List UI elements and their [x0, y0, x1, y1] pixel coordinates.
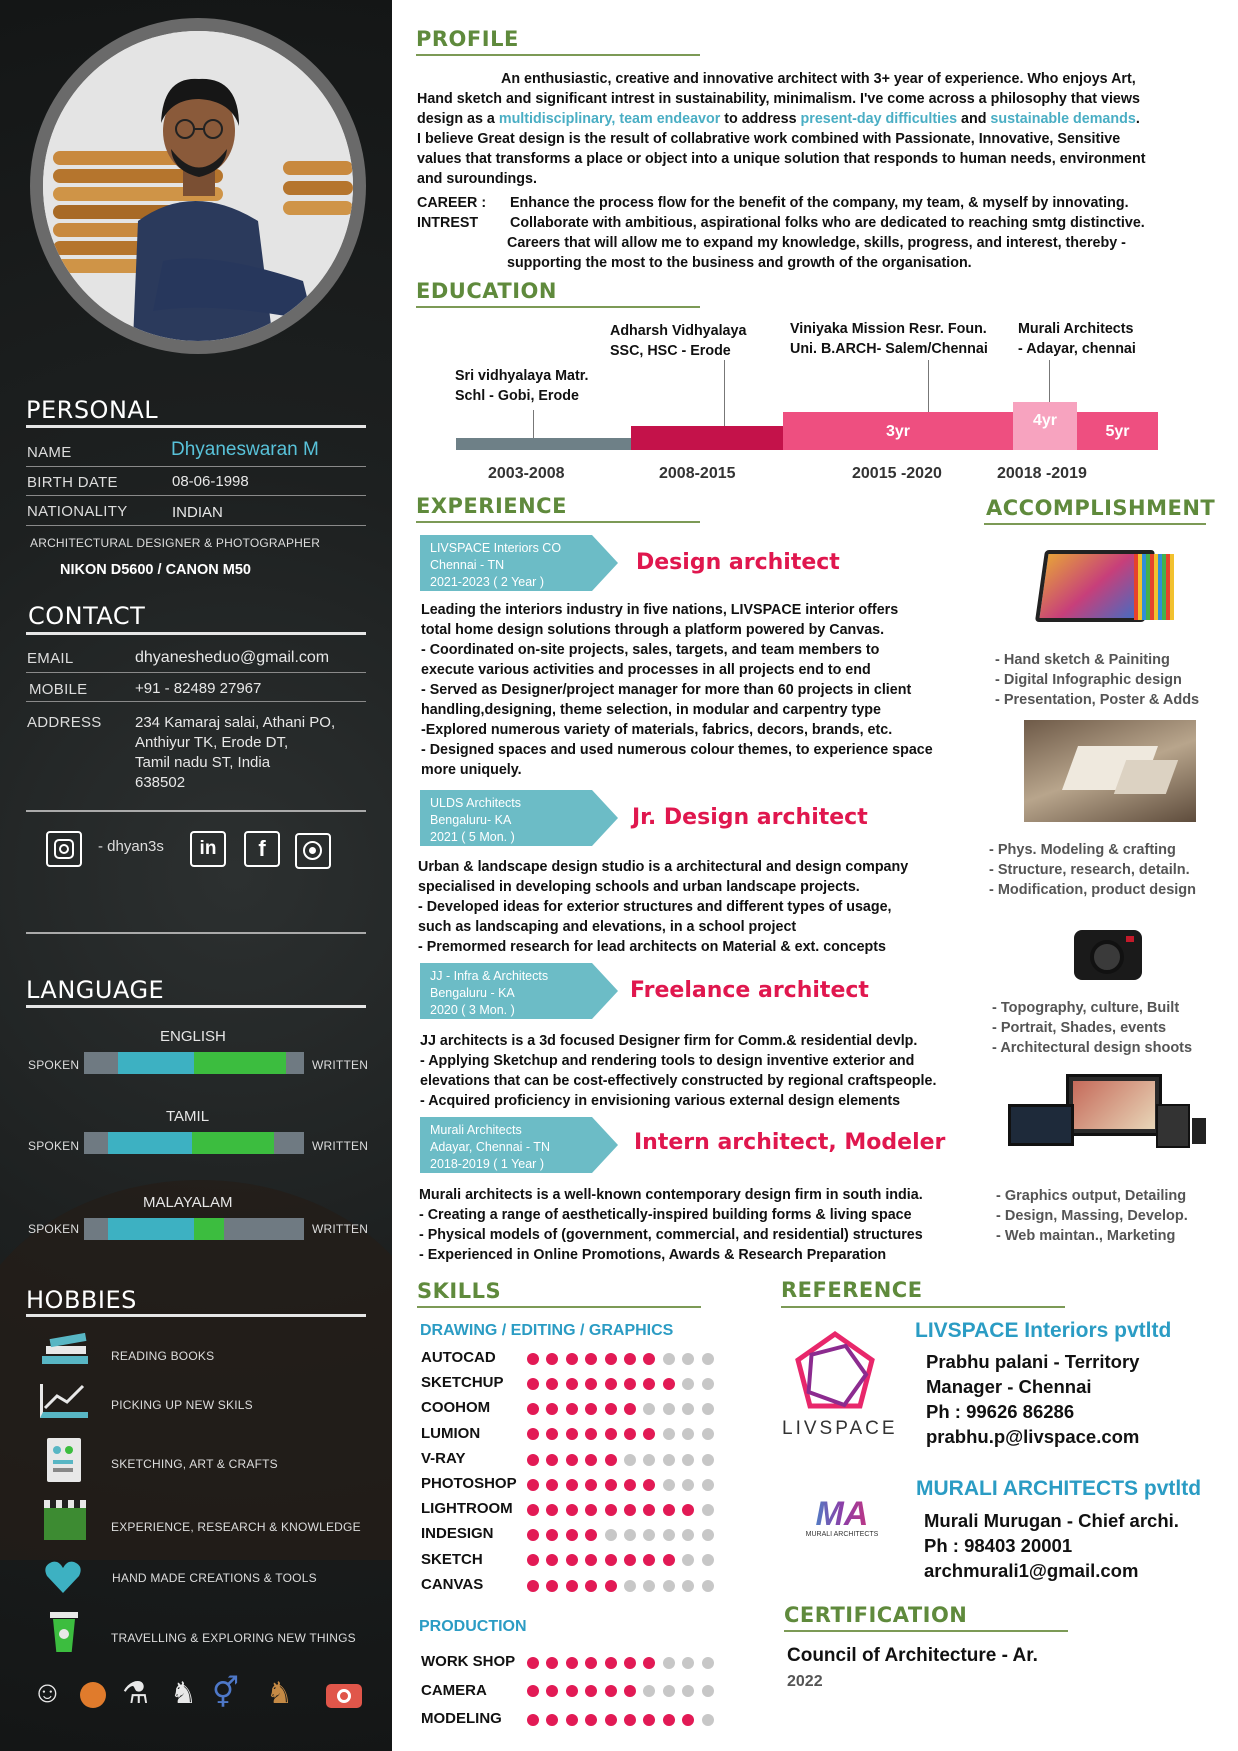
- skill-dot: [643, 1353, 655, 1365]
- skill-dot: [546, 1580, 558, 1592]
- skill-dot: [566, 1353, 578, 1365]
- skill-dot: [624, 1353, 636, 1365]
- spoken-label: SPOKEN: [28, 1058, 80, 1072]
- english-level-bar: [84, 1052, 304, 1074]
- job-role-4: Intern architect, Modeler: [634, 1130, 946, 1155]
- cup-icon: [50, 1612, 78, 1652]
- skill-dot: [605, 1554, 617, 1566]
- camera-photo-image: [1066, 918, 1146, 988]
- skill-dot: [702, 1428, 714, 1440]
- skill-dot: [527, 1529, 539, 1541]
- hobby-label: READING BOOKS: [111, 1349, 215, 1363]
- year-label: 20018 -2019: [997, 465, 1087, 482]
- skills-heading: SKILLS: [417, 1279, 502, 1303]
- email-label: EMAIL: [27, 650, 74, 667]
- skill-dot: [682, 1685, 694, 1697]
- skill-dot: [585, 1378, 597, 1390]
- written-label: WRITTEN: [312, 1058, 369, 1072]
- certification-year: 2022: [787, 1673, 823, 1690]
- skill-dot: [624, 1529, 636, 1541]
- skill-dot: [585, 1479, 597, 1491]
- skill-rating: [527, 1400, 721, 1418]
- skill-label: LIGHTROOM: [421, 1500, 513, 1518]
- skill-dot: [663, 1353, 675, 1365]
- section-divider: [784, 1630, 1068, 1632]
- instagram-icon[interactable]: [46, 831, 82, 867]
- skill-label: SKETCH: [421, 1550, 483, 1568]
- year-label: 2003-2008: [488, 465, 565, 482]
- reference-contact-2: Murali Murugan - Chief archi. Ph : 98403 20001 archmurali1@gmail.com: [924, 1510, 1179, 1581]
- skill-dot: [643, 1454, 655, 1466]
- year-label: 20015 -2020: [852, 465, 942, 482]
- skill-dot: [605, 1353, 617, 1365]
- chart-up-icon: [40, 1384, 88, 1418]
- written-label: WRITTEN: [312, 1139, 369, 1153]
- job-tag-3: JJ - Infra & Architects Bengaluru - KA 2020 ( 3 Mon. ): [420, 963, 592, 1019]
- skill-dot: [605, 1378, 617, 1390]
- contact-divider: [26, 632, 366, 635]
- career-text: Enhance the process flow for the benefit of the company, my team, & myself by innovating. Collaborate with ambitious, aspirational folks who are dedicated to reaching smtg distinctive. Careers that will allow me to expand my knowledge, skills, progress, and interest, thereby - supporting the most to the business and growth of the organisation.: [507, 195, 1145, 271]
- skill-dot: [702, 1479, 714, 1491]
- role-text: ARCHITECTURAL DESIGNER & PHOTOGRAPHER: [30, 536, 321, 550]
- personal-heading: PERSONAL: [26, 396, 159, 424]
- basketball-icon: [80, 1682, 106, 1708]
- skill-rating: [527, 1552, 721, 1570]
- spoken-label: SPOKEN: [28, 1139, 80, 1153]
- tablet-art-image: [1030, 540, 1180, 640]
- skill-dot: [624, 1378, 636, 1390]
- skill-dot: [527, 1403, 539, 1415]
- skill-dot: [585, 1353, 597, 1365]
- skill-dot: [585, 1529, 597, 1541]
- skill-dot: [663, 1403, 675, 1415]
- education-heading: EDUCATION: [416, 279, 557, 303]
- birthdate-value: 08-06-1998: [172, 473, 249, 490]
- section-divider: [416, 306, 700, 308]
- hobby-label: PICKING UP NEW SKILS: [111, 1398, 253, 1412]
- skill-dot: [605, 1454, 617, 1466]
- profile-photo: [30, 18, 366, 354]
- skill-dot: [682, 1479, 694, 1491]
- skill-dot: [566, 1554, 578, 1566]
- camera-hobby-icon: [326, 1684, 362, 1708]
- hobby-label: EXPERIENCE, RESEARCH & KNOWLEDGE: [111, 1520, 361, 1534]
- skill-dot: [585, 1428, 597, 1440]
- skill-dot: [682, 1580, 694, 1592]
- skill-dot: [682, 1657, 694, 1669]
- job-tag-1: LIVSPACE Interiors CO Chennai - TN 2021-2023 ( 2 Year ): [420, 535, 592, 591]
- language-heading: LANGUAGE: [26, 976, 165, 1004]
- certification-name: Council of Architecture - Ar.: [787, 1645, 1038, 1666]
- skill-rating: [527, 1526, 721, 1544]
- skill-dot: [585, 1657, 597, 1669]
- timeline-bar-barch: 3yr: [783, 412, 1013, 450]
- timeline-bar-final: 5yr: [1077, 412, 1158, 450]
- skills-subheading-production: PRODUCTION: [419, 1618, 527, 1635]
- skill-dot: [663, 1378, 675, 1390]
- skill-rating: [527, 1426, 721, 1444]
- timeline-tick: [928, 360, 929, 412]
- reference-heading: REFERENCE: [781, 1278, 923, 1302]
- skill-dot: [585, 1403, 597, 1415]
- skill-dot: [702, 1657, 714, 1669]
- skill-dot: [663, 1529, 675, 1541]
- skill-dot: [546, 1428, 558, 1440]
- section-divider: [417, 1306, 701, 1308]
- hobby-label: SKETCHING, ART & CRAFTS: [111, 1457, 278, 1471]
- skill-dot: [624, 1580, 636, 1592]
- skill-dot: [527, 1554, 539, 1566]
- school-4: Murali Architects - Adayar, chennai: [1018, 321, 1136, 357]
- skill-dot: [566, 1403, 578, 1415]
- skill-dot: [682, 1403, 694, 1415]
- profile-heading: PROFILE: [416, 27, 519, 51]
- sidebar: [0, 0, 392, 1751]
- section-divider: [416, 54, 700, 56]
- skill-rating: [527, 1476, 721, 1494]
- accomplishment-heading: ACCOMPLISHMENT: [986, 496, 1216, 520]
- skill-dot: [527, 1428, 539, 1440]
- skill-dot: [585, 1454, 597, 1466]
- experience-heading: EXPERIENCE: [416, 494, 567, 518]
- skill-dot: [624, 1504, 636, 1516]
- skill-dot: [605, 1479, 617, 1491]
- divider: [26, 525, 366, 526]
- timeline-tick: [1049, 360, 1050, 402]
- books-icon: [42, 1334, 92, 1370]
- section-divider: [781, 1306, 1065, 1308]
- skill-dot: [546, 1378, 558, 1390]
- career-label: CAREER :: [417, 195, 487, 211]
- skill-dot: [527, 1685, 539, 1697]
- divider: [26, 932, 366, 934]
- skill-dot: [643, 1479, 655, 1491]
- skill-dot: [605, 1403, 617, 1415]
- skill-dot: [624, 1554, 636, 1566]
- bike-icon: ⚥: [212, 1677, 240, 1710]
- skill-dot: [566, 1454, 578, 1466]
- camera-text: NIKON D5600 / CANON M50: [60, 562, 251, 578]
- name-label: NAME: [27, 444, 72, 461]
- language-divider: [26, 1005, 366, 1008]
- skill-dot: [663, 1685, 675, 1697]
- skill-label: CAMERA: [421, 1681, 487, 1699]
- mobile-label: MOBILE: [29, 681, 88, 698]
- skill-dot: [682, 1529, 694, 1541]
- hobbies-heading: HOBBIES: [26, 1286, 137, 1314]
- skill-dot: [546, 1454, 558, 1466]
- skill-dot: [682, 1554, 694, 1566]
- skill-dot: [605, 1714, 617, 1726]
- skill-dot: [527, 1580, 539, 1592]
- job-tag-2: ULDS Architects Bengaluru- KA 2021 ( 5 Mon. ): [420, 790, 592, 846]
- skill-label: V-RAY: [421, 1449, 466, 1467]
- skill-dot: [527, 1454, 539, 1466]
- skill-dot: [624, 1657, 636, 1669]
- contact-heading: CONTACT: [28, 602, 146, 630]
- malayalam-level-bar: [84, 1218, 304, 1240]
- skill-dot: [527, 1714, 539, 1726]
- skill-dot: [585, 1714, 597, 1726]
- divider: [26, 495, 366, 496]
- skill-label: MODELING: [421, 1710, 502, 1727]
- skill-dot: [566, 1378, 578, 1390]
- divider: [26, 810, 366, 812]
- mobile-value[interactable]: +91 - 82489 27967: [135, 680, 262, 697]
- divider: [26, 701, 366, 702]
- devices-image: [1008, 1074, 1208, 1154]
- skill-dot: [702, 1353, 714, 1365]
- skill-rating: [527, 1577, 721, 1595]
- sketch-paper-icon: [47, 1438, 81, 1482]
- skill-dot: [605, 1657, 617, 1669]
- skill-dot: [585, 1685, 597, 1697]
- skill-dot: [546, 1685, 558, 1697]
- skill-rating: [527, 1654, 721, 1672]
- skill-dot: [605, 1504, 617, 1516]
- skill-dot: [643, 1378, 655, 1390]
- skill-dot: [546, 1529, 558, 1541]
- personal-divider: [26, 425, 366, 428]
- school-1: Sri vidhyalaya Matr. Schl - Gobi, Erode: [455, 368, 589, 404]
- skill-dot: [624, 1454, 636, 1466]
- linkedin-icon[interactable]: in: [190, 831, 226, 867]
- skill-dot: [566, 1685, 578, 1697]
- clapperboard-icon: [44, 1506, 86, 1540]
- school-3: Viniyaka Mission Resr. Foun. Uni. B.ARCH- Salem/Chennai: [790, 321, 988, 357]
- written-label: WRITTEN: [312, 1222, 369, 1236]
- skill-dot: [682, 1504, 694, 1516]
- skill-dot: [643, 1504, 655, 1516]
- horse-ride-icon: ♞: [266, 1677, 293, 1710]
- skill-dot: [605, 1580, 617, 1592]
- skill-dot: [605, 1685, 617, 1697]
- hobby-label: TRAVELLING & EXPLORING NEW THINGS: [111, 1631, 356, 1645]
- skill-rating: [527, 1350, 721, 1368]
- job-desc-4: Murali architects is a well-known contemporary design firm in south india. - Creating a range of aesthetically-inspired building forms & living space - Physical models of (government, commercial, and residential) structures - Experienced in Online Promotions, Awards & Research Preparation: [419, 1187, 923, 1263]
- skill-dot: [566, 1479, 578, 1491]
- skill-dot: [702, 1378, 714, 1390]
- skill-rating: [527, 1683, 721, 1701]
- reference-contact-1: Prabhu palani - Territory Manager - Chennai Ph : 99626 86286 prabhu.p@livspace.com: [926, 1351, 1140, 1447]
- skill-dot: [566, 1580, 578, 1592]
- hobby-label: HAND MADE CREATIONS & TOOLS: [112, 1571, 317, 1585]
- skill-dot: [624, 1479, 636, 1491]
- skill-dot: [702, 1504, 714, 1516]
- skills-subheading-drawing: DRAWING / EDITING / GRAPHICS: [420, 1322, 674, 1339]
- tamil-level-bar: [84, 1132, 304, 1154]
- skill-dot: [663, 1504, 675, 1516]
- skill-dot: [702, 1580, 714, 1592]
- job-role-1: Design architect: [636, 550, 840, 575]
- skill-dot: [682, 1454, 694, 1466]
- skill-dot: [624, 1403, 636, 1415]
- murali-logo-icon: MA MURALI ARCHITECTS: [797, 1497, 887, 1541]
- skill-dot: [585, 1554, 597, 1566]
- skill-dot: [682, 1353, 694, 1365]
- skill-dot: [546, 1554, 558, 1566]
- skill-dot: [663, 1657, 675, 1669]
- model-photo-image: [1024, 720, 1196, 822]
- section-divider: [984, 523, 1206, 525]
- camera-social-icon[interactable]: [295, 833, 331, 869]
- livspace-logo-text: LIVSPACE: [782, 1418, 898, 1439]
- heart-icon: [44, 1558, 82, 1596]
- skill-dot: [643, 1529, 655, 1541]
- skill-dot: [566, 1428, 578, 1440]
- job-desc-1: Leading the interiors industry in five nations, LIVSPACE interior offers total home design solutions through a platform powered by Canvas. - Coordinated on-site projects, sales, targets, and team members to execute various activities and processes in all projects end to end - Served as Designer/project manager for more than 60 projects in client handling,designing, theme selection, in modular and carpentry type -Explored numerous variety of materials, fabrics, decors, brands, etc. - Designed spaces and used numerous colour themes, to experience space more uniquely.: [421, 602, 933, 778]
- skill-dot: [702, 1685, 714, 1697]
- skill-label: AUTOCAD: [421, 1349, 496, 1366]
- timeline-bar-school: [456, 438, 631, 450]
- interest-label: INTREST: [417, 215, 479, 231]
- skill-dot: [546, 1504, 558, 1516]
- yoga-icon: ☺: [32, 1676, 63, 1709]
- reference-company-2: MURALI ARCHITECTS pvtltd: [916, 1477, 1202, 1500]
- skill-dot: [643, 1580, 655, 1592]
- job-role-3: Freelance architect: [630, 978, 869, 1003]
- job-desc-3: JJ architects is a 3d focused Designer firm for Comm.& residential devlp. - Applying Sketchup and rendering tools to design inventive exterior and elevations that can be cost-effectively constructed by regional craftspeople. - Acquired proficiency in envisioning various external design elements: [420, 1033, 937, 1109]
- skill-label: LUMION: [421, 1424, 481, 1442]
- skill-label: INDESIGN: [421, 1525, 494, 1543]
- skill-dot: [663, 1554, 675, 1566]
- section-divider: [416, 521, 700, 523]
- lang-name-tamil: TAMIL: [166, 1108, 210, 1125]
- skill-dot: [624, 1428, 636, 1440]
- skill-dot: [566, 1529, 578, 1541]
- skill-label: CANVAS: [421, 1575, 484, 1593]
- skill-dot: [527, 1504, 539, 1516]
- skill-dot: [624, 1714, 636, 1726]
- skill-dot: [546, 1479, 558, 1491]
- timeline-bar-intern: 4yr: [1013, 402, 1077, 450]
- skill-rating: [527, 1375, 721, 1393]
- skill-dot: [663, 1454, 675, 1466]
- skill-dot: [682, 1378, 694, 1390]
- skill-dot: [663, 1479, 675, 1491]
- skill-dot: [663, 1580, 675, 1592]
- skill-dot: [546, 1714, 558, 1726]
- school-2: Adharsh Vidhyalaya SSC, HSC - Erode: [610, 323, 747, 359]
- skill-dot: [605, 1529, 617, 1541]
- divider: [26, 466, 366, 467]
- email-link[interactable]: dhyanesheduo@gmail.com: [135, 649, 330, 666]
- accomplishment-list-1: - Hand sketch & Painiting - Digital Infographic design - Presentation, Poster & Adds: [995, 652, 1200, 708]
- skill-dot: [527, 1353, 539, 1365]
- skill-dot: [702, 1529, 714, 1541]
- spoken-label: SPOKEN: [28, 1222, 80, 1236]
- timeline-bar-hsc: [631, 426, 783, 450]
- skill-dot: [546, 1353, 558, 1365]
- nationality-value: INDIAN: [172, 504, 223, 521]
- job-tag-4: Murali Architects Adayar, Chennai - TN 2018-2019 ( 1 Year ): [420, 1117, 592, 1173]
- skill-dot: [643, 1554, 655, 1566]
- nationality-label: NATIONALITY: [27, 503, 128, 520]
- accomplishment-list-4: - Graphics output, Detailing - Design, Massing, Develop. - Web maintan., Marketing: [996, 1188, 1188, 1244]
- skill-dot: [702, 1403, 714, 1415]
- certification-heading: CERTIFICATION: [784, 1603, 968, 1627]
- timeline-tick: [533, 410, 534, 438]
- skill-dot: [702, 1454, 714, 1466]
- profile-text: An enthusiastic, creative and innovative architect with 3+ year of experience. Who enjoys Art, Hand sketch and significant intrest in sustainability, minimalism. I've come across a philosophy that views design as a multidisciplinary, team endeavor to address present-day difficulties and sustainable demands. I believe Great design is the result of collabrative work combined with Passionate, Innovative, Sensitive values that transforms a place or object into a unique solution that responds to human needs, environment and suroundings.: [417, 71, 1146, 187]
- livspace-logo-icon: [790, 1330, 880, 1416]
- skill-dot: [527, 1479, 539, 1491]
- skill-dot: [682, 1714, 694, 1726]
- skill-dot: [566, 1657, 578, 1669]
- skill-dot: [663, 1428, 675, 1440]
- lang-name-english: ENGLISH: [160, 1028, 226, 1045]
- dance-icon: ♞: [170, 1677, 197, 1710]
- skill-dot: [624, 1685, 636, 1697]
- divider: [26, 672, 366, 673]
- skill-dot: [566, 1714, 578, 1726]
- skill-dot: [643, 1657, 655, 1669]
- skill-dot: [585, 1580, 597, 1592]
- skill-rating: [527, 1501, 721, 1519]
- year-label: 2008-2015: [659, 465, 736, 482]
- skill-rating: [527, 1451, 721, 1469]
- skill-label: COOHOM: [421, 1399, 491, 1417]
- skill-dot: [702, 1714, 714, 1726]
- job-role-2: Jr. Design architect: [632, 805, 868, 830]
- skill-rating: [527, 1711, 721, 1729]
- facebook-icon[interactable]: f: [244, 831, 280, 867]
- craft-person-icon: ⚗: [122, 1677, 149, 1710]
- skill-dot: [702, 1554, 714, 1566]
- accomplishment-list-3: - Topography, culture, Built - Portrait, Shades, events - Architectural design shoots: [992, 1000, 1193, 1056]
- skill-dot: [527, 1657, 539, 1669]
- skill-dot: [546, 1657, 558, 1669]
- job-desc-2: Urban & landscape design studio is a architectural and design company specialised in developing schools and urban landscape projects. - Developed ideas for exterior structures and different types of usage, such as landscaping and elevations, in a school project - Premormed research for lead architects on Material & ext. concepts: [418, 859, 909, 955]
- skill-dot: [546, 1403, 558, 1415]
- address-label: ADDRESS: [27, 714, 102, 731]
- skill-dot: [643, 1685, 655, 1697]
- skill-dot: [643, 1428, 655, 1440]
- skill-dot: [605, 1428, 617, 1440]
- skill-label: WORK SHOP: [421, 1653, 516, 1670]
- skill-label: PHOTOSHOP: [421, 1475, 517, 1492]
- timeline-tick: [724, 360, 725, 426]
- skill-dot: [643, 1403, 655, 1415]
- skill-label: SKETCHUP: [421, 1374, 504, 1392]
- skill-dot: [585, 1504, 597, 1516]
- address-value: 234 Kamaraj salai, Athani PO, Anthiyur TK, Erode DT, Tamil nadu ST, India 638502: [135, 714, 336, 791]
- skill-dot: [682, 1428, 694, 1440]
- name-value: Dhyaneswaran M: [171, 439, 319, 460]
- skill-dot: [527, 1378, 539, 1390]
- skill-dot: [566, 1504, 578, 1516]
- accomplishment-list-2: - Phys. Modeling & crafting - Structure, research, detailn. - Modification, product design: [989, 842, 1197, 898]
- skill-dot: [643, 1714, 655, 1726]
- lang-name-malayalam: MALAYALAM: [143, 1194, 233, 1211]
- birthdate-label: BIRTH DATE: [27, 474, 118, 491]
- skill-dot: [663, 1714, 675, 1726]
- hobbies-divider: [26, 1314, 366, 1317]
- social-handle[interactable]: - dhyan3s: [98, 838, 164, 855]
- reference-company-1: LIVSPACE Interiors pvtltd: [915, 1319, 1172, 1342]
- portrait-illustration: [43, 31, 353, 341]
